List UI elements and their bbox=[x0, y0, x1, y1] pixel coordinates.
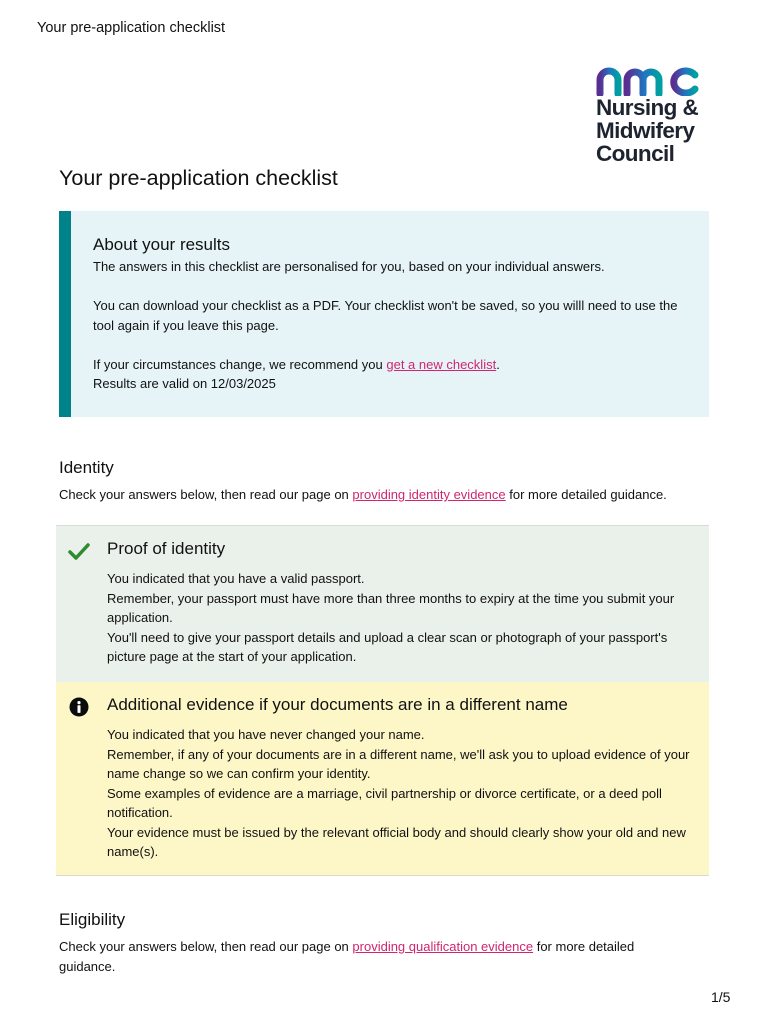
info-icon bbox=[68, 696, 90, 718]
about-results-panel bbox=[59, 211, 709, 417]
check-icon bbox=[68, 540, 90, 562]
identity-intro: Check your answers below, then read our page on providing identity evidence for more detailed guidance. bbox=[59, 487, 667, 502]
accent-bar bbox=[59, 211, 71, 417]
logo-line-1: Nursing & bbox=[596, 95, 699, 120]
card-title: Proof of identity bbox=[107, 539, 226, 558]
about-paragraph-1: The answers in this checklist are personalised for you, based on your individual answers. bbox=[93, 259, 605, 274]
logo-line-3: Council bbox=[596, 141, 675, 166]
logo-wordmark bbox=[596, 96, 726, 165]
proof-of-identity-card bbox=[56, 525, 709, 682]
card-line: You indicated that you have a valid passport. bbox=[107, 571, 365, 586]
different-name-evidence-card bbox=[56, 682, 709, 876]
card-title: Additional evidence if your documents are in a different name bbox=[107, 695, 568, 714]
eligibility-heading: Eligibility bbox=[59, 910, 126, 929]
card-line: Your evidence must be issued by the relevant official body and should clearly show your old and new name(s). bbox=[107, 824, 686, 859]
page-title: Your pre-application checklist bbox=[59, 166, 338, 190]
get-new-checklist-link[interactable]: get a new checklist bbox=[386, 356, 497, 372]
about-heading: About your results bbox=[93, 235, 231, 254]
identity-heading: Identity bbox=[59, 458, 114, 477]
logo-line-2: Midwifery bbox=[596, 118, 695, 143]
about-paragraph-2: You can download your checklist as a PDF. Your checklist won't be saved, so you willl need to use the tool again if you leave this page. bbox=[93, 298, 678, 333]
card-line: You'll need to give your passport details and upload a clear scan or photograph of your passport's picture page at the start of your application. bbox=[107, 629, 668, 664]
identity-evidence-link[interactable]: providing identity evidence bbox=[352, 487, 506, 502]
nmc-logo-mark bbox=[596, 66, 700, 96]
page-number: 1/5 bbox=[711, 989, 731, 1005]
results-valid-date: Results are valid on 12/03/2025 bbox=[93, 376, 276, 391]
card-line: Remember, if any of your documents are in a different name, we'll ask you to upload evidence of your name change so we can confirm your identity. bbox=[107, 746, 690, 781]
nmc-logo[interactable] bbox=[596, 66, 726, 165]
card-line: You indicated that you have never changed your name. bbox=[107, 727, 425, 742]
about-paragraph-3: If your circumstances change, we recommend you get a new checklist. bbox=[93, 356, 500, 372]
print-header: Your pre-application checklist bbox=[37, 20, 226, 36]
qualification-evidence-link[interactable]: providing qualification evidence bbox=[352, 939, 534, 954]
card-line: Some examples of evidence are a marriage, civil partnership or divorce certificate, or a deed poll notification. bbox=[107, 785, 662, 820]
card-line: Remember, your passport must have more than three months to expiry at the time you submit your application. bbox=[107, 590, 675, 625]
card-body bbox=[107, 569, 697, 667]
eligibility-intro: Check your answers below, then read our page on providing qualification evidence for more detailed guidance. bbox=[59, 939, 635, 974]
card-body bbox=[107, 725, 697, 862]
